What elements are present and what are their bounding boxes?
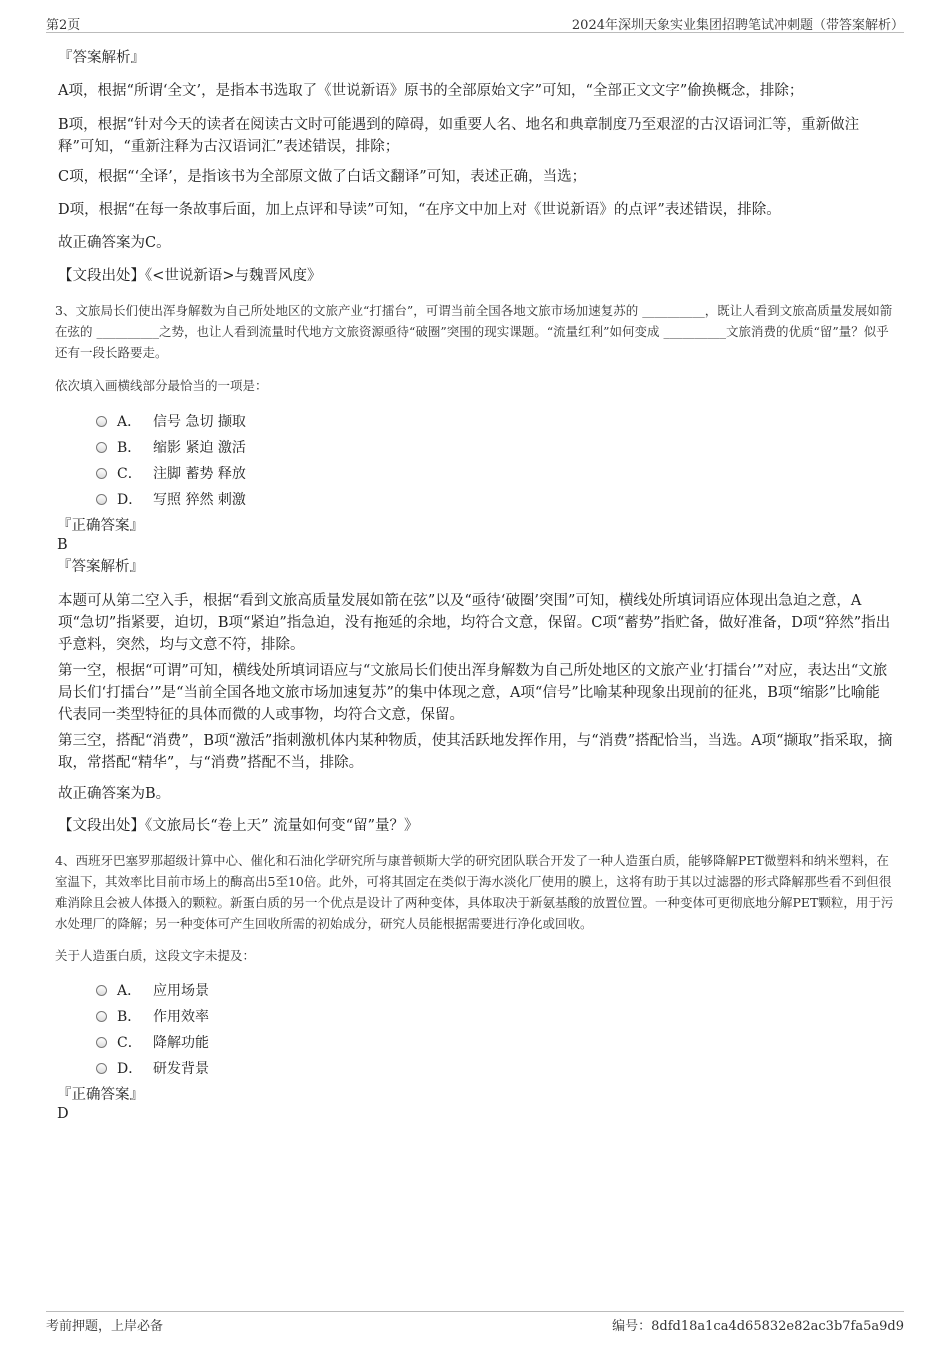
radio-icon[interactable]	[96, 468, 107, 479]
analysis-label: 『答案解析』	[58, 50, 145, 66]
analysis-paragraph-3: 第三空，搭配“消费”，B项“激活”指刺激机体内某种物质，使其活跃地发挥作用，与“消费”搭配恰当，当选。A项“撷取”指采取，摘取，常搭配“精华”，与“消费”搭配不当，排除。	[58, 733, 893, 771]
page-footer	[46, 1311, 904, 1334]
correct-answer: B	[57, 537, 68, 553]
page-number: 第2页	[46, 18, 81, 33]
analysis-conclusion: 故正确答案为C。	[58, 235, 171, 251]
question-3-option-a[interactable]: A． 信号 急切 撷取	[96, 411, 246, 431]
question-3-option-d[interactable]: D． 写照 猝然 刺激	[96, 489, 246, 509]
radio-icon[interactable]	[96, 985, 107, 996]
radio-icon[interactable]	[96, 1011, 107, 1022]
analysis-c: C项，根据“‘全译’，是指该书为全部原文做了白话文翻译”可知，表述正确，当选；	[58, 169, 587, 185]
page-header	[46, 14, 904, 33]
question-3-prompt: 依次填入画横线部分最恰当的一项是：	[55, 378, 268, 393]
question-4-option-d[interactable]: D． 研发背景	[96, 1058, 209, 1078]
document-title: 2024年深圳天象实业集团招聘笔试冲刺题（带答案解析）	[571, 18, 904, 33]
source-citation: 【文段出处】《文旅局长“卷上天” 流量如何变“留”量？》	[58, 818, 419, 834]
source-citation: 【文段出处】《<世说新语>与魏晋风度》	[58, 268, 322, 284]
radio-icon[interactable]	[96, 416, 107, 427]
analysis-label: 『答案解析』	[57, 559, 144, 575]
correct-answer-label: 『正确答案』	[57, 1087, 144, 1103]
radio-icon[interactable]	[96, 442, 107, 453]
question-4-option-a[interactable]: A． 应用场景	[96, 980, 209, 1000]
radio-icon[interactable]	[96, 1063, 107, 1074]
question-3-text: 3、文旅局长们使出浑身解数为自己所处地区的文旅产业“打擂台”，可谓当前全国各地文旅市场加速复苏的 __________，既让人看到文旅高质量发展如箭在弦的 __________之势，也让人看到流量时代地方文旅资源亟待“破圈”突围的现实课题。“流量红利”如何变成 __________文旅消费的优质“留”量？似乎还有一段长路要走。	[55, 303, 893, 360]
question-3-option-c[interactable]: C． 注脚 蓄势 释放	[96, 463, 246, 483]
analysis-a: A项，根据“所谓‘全文’，是指本书选取了《世说新语》原书的全部原始文字”可知，“全部正文文字”偷换概念，排除；	[58, 83, 804, 99]
question-4-text: 4、西班牙巴塞罗那超级计算中心、催化和石油化学研究所与康普顿斯大学的研究团队联合开发了一种人造蛋白质，能够降解PET微塑料和纳米塑料，在室温下，其效率比目前市场上的酶高出5至10倍。此外，可将其固定在类似于海水淡化厂使用的膜上，这将有助于其以过滤器的形式降解那些看不到但很难消除且会被人体摄入的颗粒。新蛋白质的另一个优点是设计了两种变体，具体取决于新氨基酸的放置位置。一种变体可更彻底地分解PET颗粒，用于污水处理厂的降解；另一种变体可产生回收所需的初始成分，研究人员能根据需要进行净化或回收。	[55, 853, 894, 931]
analysis-conclusion: 故正确答案为B。	[58, 786, 171, 802]
correct-answer: D	[57, 1106, 69, 1122]
question-4-prompt: 关于人造蛋白质，这段文字未提及：	[55, 948, 256, 963]
footer-slogan: 考前押题，上岸必备	[46, 1319, 164, 1334]
analysis-b: B项，根据“针对今天的读者在阅读古文时可能遇到的障碍，如重要人名、地名和典章制度乃至艰涩的古汉语词汇等，重新做注释”可知，“重新注释为古汉语词汇”表述错误，排除；	[58, 117, 860, 155]
radio-icon[interactable]	[96, 494, 107, 505]
question-4-option-b[interactable]: B． 作用效率	[96, 1006, 209, 1026]
document-id: 编号：8dfd18a1ca4d65832e82ac3b7fa5a9d9	[612, 1319, 904, 1334]
question-4-option-c[interactable]: C． 降解功能	[96, 1032, 209, 1052]
radio-icon[interactable]	[96, 1037, 107, 1048]
analysis-paragraph-1: 本题可从第二空入手，根据“看到文旅高质量发展如箭在弦”以及“亟待‘破圈’突围”可知，横线处所填词语应体现出急迫之意，A项“急切”指紧要，迫切，B项“紧迫”指急迫，没有拖延的余地，均符合文意，保留。C项“蓄势”指贮备，做好准备，D项“猝然”指出乎意料，突然，均与文意不符，排除。	[58, 593, 891, 653]
analysis-d: D项，根据“在每一条故事后面，加上点评和导读”可知，“在序文中加上对《世说新语》的点评”表述错误，排除。	[58, 202, 781, 218]
question-3-option-b[interactable]: B． 缩影 紧迫 激活	[96, 437, 246, 457]
correct-answer-label: 『正确答案』	[57, 518, 144, 534]
analysis-paragraph-2: 第一空，根据“可谓”可知，横线处所填词语应与“文旅局长们使出浑身解数为自己所处地区的文旅产业‘打擂台’”对应，表达出“文旅局长们‘打擂台’”是“当前全国各地文旅市场加速复苏”的集中体现之意，A项“信号”比喻某种现象出现前的征兆，B项“缩影”比喻能代表同一类型特征的具体而微的人或事物，均符合文意，保留。	[58, 663, 888, 723]
